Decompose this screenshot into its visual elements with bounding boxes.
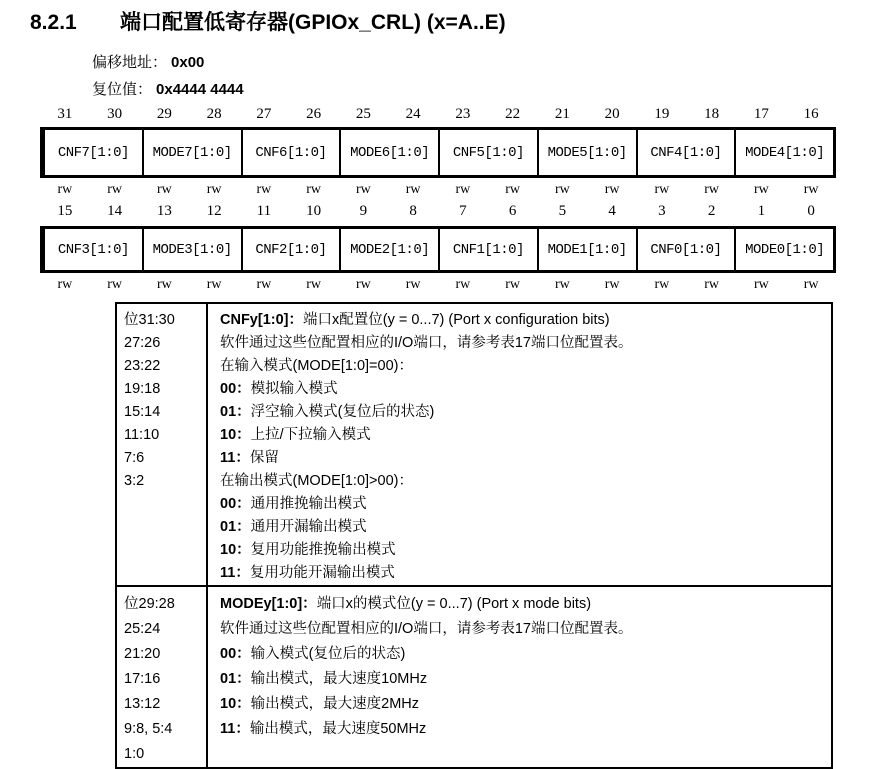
bit-number: 29 <box>156 106 172 122</box>
bit-number: 19 <box>654 106 670 122</box>
access-flag: rw <box>753 277 769 292</box>
register-field-cell: MODE4[1:0] <box>734 130 833 175</box>
access-flag: rw <box>604 182 620 197</box>
description-text: 复用功能推挽输出模式 <box>250 542 396 558</box>
bit-range: 23:22 <box>124 358 161 374</box>
value-prefix: 01： <box>220 404 251 420</box>
access-flag: rw <box>704 182 720 197</box>
value-prefix: 00： <box>220 496 251 512</box>
description-line <box>220 592 825 617</box>
value-prefix: 11： <box>220 721 250 737</box>
bit-range: 19:18 <box>124 381 161 397</box>
bit-number: 12 <box>206 203 222 219</box>
access-flag: rw <box>704 277 720 292</box>
mode-description-cell <box>207 586 832 768</box>
access-flag: rw <box>57 182 73 197</box>
description-text: 保留 <box>249 450 279 466</box>
description-text: 在输出模式(MODE[1:0]>00)： <box>220 473 413 489</box>
access-flag: rw <box>256 182 272 197</box>
access-row-low <box>40 275 836 295</box>
access-flag: rw <box>306 277 322 292</box>
description-line <box>220 378 825 401</box>
description-text: 输出模式，最大速度50MHz <box>249 721 427 737</box>
register-field-cell: MODE1[1:0] <box>537 229 636 270</box>
description-text: 在输入模式(MODE[1:0]=00)： <box>220 358 413 374</box>
bit-range: 3:2 <box>124 473 145 489</box>
access-flag: rw <box>156 182 172 197</box>
bit-range: 位31:30 <box>124 312 175 328</box>
description-line <box>220 332 825 355</box>
offset-address-label: 偏移地址： <box>92 54 168 71</box>
description-text: 浮空输入模式(复位后的状态) <box>250 404 435 420</box>
value-prefix: CNFy[1:0]： <box>220 312 303 328</box>
access-flag: rw <box>554 277 570 292</box>
bit-number: 11 <box>256 203 272 219</box>
register-field-cell: MODE2[1:0] <box>339 229 438 270</box>
bit-number: 9 <box>359 203 368 219</box>
access-flag: rw <box>57 277 73 292</box>
register-field-cell: CNF7[1:0] <box>43 130 142 175</box>
description-line <box>220 667 825 692</box>
bit-number: 5 <box>558 203 567 219</box>
description-text: 软件通过这些位配置相应的I/O端口，请参考表17端口位配置表。 <box>220 335 633 351</box>
description-line <box>220 470 825 493</box>
bit-number: 31 <box>57 106 73 122</box>
register-field-cell: MODE3[1:0] <box>142 229 241 270</box>
access-flag: rw <box>206 182 222 197</box>
value-prefix: 01： <box>220 519 251 535</box>
description-text: 模拟输入模式 <box>250 381 338 397</box>
description-text: 端口x的模式位(y = 0...7) (Port x mode bits) <box>316 596 592 612</box>
description-line <box>220 424 825 447</box>
bit-number: 22 <box>505 106 521 122</box>
value-prefix: 00： <box>220 381 251 397</box>
reset-value-value: 0x4444 4444 <box>156 81 244 98</box>
register-field-cell: CNF4[1:0] <box>636 130 735 175</box>
register-meta <box>92 49 244 103</box>
bit-number: 7 <box>459 203 467 219</box>
value-prefix: 10： <box>220 427 251 443</box>
description-line <box>220 642 825 667</box>
cnf-description-cell <box>207 303 832 586</box>
description-line <box>220 617 825 642</box>
register-field-cell: CNF5[1:0] <box>438 130 537 175</box>
reset-value-line <box>92 76 244 103</box>
bit-number: 6 <box>508 203 517 219</box>
bit-number: 14 <box>107 203 123 219</box>
register-field-cell: MODE7[1:0] <box>142 130 241 175</box>
access-flag: rw <box>455 182 471 197</box>
bit-numbers-row-high <box>40 104 836 124</box>
description-text: 通用开漏输出模式 <box>250 519 367 535</box>
description-text: 输出模式，最大速度10MHz <box>250 671 428 687</box>
bit-range: 11:10 <box>124 427 160 443</box>
bit-number: 2 <box>707 203 716 219</box>
description-line <box>220 562 825 585</box>
description-line <box>220 309 825 332</box>
bit-range: 1:0 <box>124 746 145 762</box>
description-text: 通用推挽输出模式 <box>250 496 367 512</box>
access-flag: rw <box>206 277 222 292</box>
bit-range: 7:6 <box>124 450 145 466</box>
register-field-cell: MODE5[1:0] <box>537 130 636 175</box>
bit-range: 9:8, 5:4 <box>124 721 173 737</box>
description-text: 软件通过这些位配置相应的I/O端口，请参考表17端口位配置表。 <box>220 621 633 637</box>
bit-number: 15 <box>57 203 73 219</box>
value-prefix: 10： <box>220 542 251 558</box>
bit-range: 21:20 <box>124 646 161 662</box>
bit-range: 17:16 <box>124 671 161 687</box>
access-flag: rw <box>355 182 371 197</box>
section-number: 8.2.1 <box>30 11 77 34</box>
bit-number: 26 <box>306 106 322 122</box>
bit-number: 30 <box>107 106 123 122</box>
bit-number: 4 <box>608 203 616 219</box>
description-text: 复用功能开漏输出模式 <box>249 565 395 581</box>
description-line <box>220 355 825 378</box>
register-field-cell: CNF1[1:0] <box>438 229 537 270</box>
access-flag: rw <box>405 277 421 292</box>
access-flag: rw <box>455 277 471 292</box>
bit-number: 0 <box>807 203 815 219</box>
bit-number: 3 <box>658 203 666 219</box>
description-line <box>220 447 825 470</box>
offset-address-line <box>92 49 244 76</box>
description-table <box>115 302 833 769</box>
description-text: 上拉/下拉输入模式 <box>250 427 371 443</box>
access-flag: rw <box>505 277 521 292</box>
bit-number: 24 <box>405 106 421 122</box>
cnf-description-row <box>116 303 832 586</box>
bit-number: 17 <box>753 106 769 122</box>
mode-description-row <box>116 586 832 768</box>
value-prefix: 00： <box>220 646 251 662</box>
value-prefix: 10： <box>220 696 251 712</box>
access-flag: rw <box>505 182 521 197</box>
access-flag: rw <box>256 277 272 292</box>
access-flag: rw <box>355 277 371 292</box>
bit-number: 27 <box>256 106 272 122</box>
mode-bit-ranges-cell <box>116 586 207 768</box>
access-flag: rw <box>306 182 322 197</box>
access-flag: rw <box>654 277 670 292</box>
register-field-cell: MODE0[1:0] <box>734 229 833 270</box>
description-line <box>220 401 825 424</box>
access-flag: rw <box>803 277 819 292</box>
bit-number: 21 <box>554 106 570 122</box>
reset-value-label: 复位值： <box>92 81 153 98</box>
register-field-cell: CNF0[1:0] <box>636 229 735 270</box>
description-line <box>220 692 825 717</box>
value-prefix: MODEy[1:0]： <box>220 596 317 612</box>
access-flag: rw <box>654 182 670 197</box>
description-line <box>220 493 825 516</box>
access-flag: rw <box>604 277 620 292</box>
access-flag: rw <box>156 277 172 292</box>
register-field-cell: MODE6[1:0] <box>339 130 438 175</box>
description-text: 输出模式，最大速度2MHz <box>250 696 420 712</box>
bit-numbers-row-low <box>40 201 836 221</box>
bit-number: 13 <box>156 203 172 219</box>
bit-number: 20 <box>604 106 620 122</box>
access-flag: rw <box>753 182 769 197</box>
page-title: 端口配置低寄存器(GPIOx_CRL) (x=A..E) <box>120 11 506 34</box>
access-row-high <box>40 180 836 200</box>
bit-range: 15:14 <box>124 404 161 420</box>
field-boxes-row-high <box>40 127 836 178</box>
value-prefix: 01： <box>220 671 251 687</box>
access-flag: rw <box>107 277 123 292</box>
bit-range: 位29:28 <box>124 596 175 612</box>
bit-number: 1 <box>757 203 766 219</box>
bit-number: 25 <box>355 106 371 122</box>
access-flag: rw <box>803 182 819 197</box>
value-prefix: 11： <box>220 450 250 466</box>
description-text: 输入模式(复位后的状态) <box>250 646 406 662</box>
access-flag: rw <box>405 182 421 197</box>
description-line <box>220 516 825 539</box>
section-heading <box>30 6 506 36</box>
description-text: 端口x配置位(y = 0...7) (Port x configuration bits) <box>302 312 610 328</box>
bit-range: 25:24 <box>124 621 161 637</box>
cnf-bit-ranges-cell <box>116 303 207 586</box>
access-flag: rw <box>554 182 570 197</box>
bit-number: 16 <box>803 106 819 122</box>
bit-range: 27:26 <box>124 335 161 351</box>
register-field-cell: CNF2[1:0] <box>241 229 340 270</box>
offset-address-value: 0x00 <box>171 54 205 71</box>
description-line <box>220 539 825 562</box>
field-boxes-row-low <box>40 226 836 273</box>
bit-range: 13:12 <box>124 696 161 712</box>
bit-number: 28 <box>206 106 222 122</box>
bit-number: 10 <box>306 203 322 219</box>
register-field-cell: CNF6[1:0] <box>241 130 340 175</box>
bit-number: 23 <box>455 106 471 122</box>
value-prefix: 11： <box>220 565 250 581</box>
access-flag: rw <box>107 182 123 197</box>
description-line <box>220 717 825 742</box>
bit-number: 18 <box>704 106 720 122</box>
register-field-cell: CNF3[1:0] <box>43 229 142 270</box>
bit-number: 8 <box>409 203 417 219</box>
